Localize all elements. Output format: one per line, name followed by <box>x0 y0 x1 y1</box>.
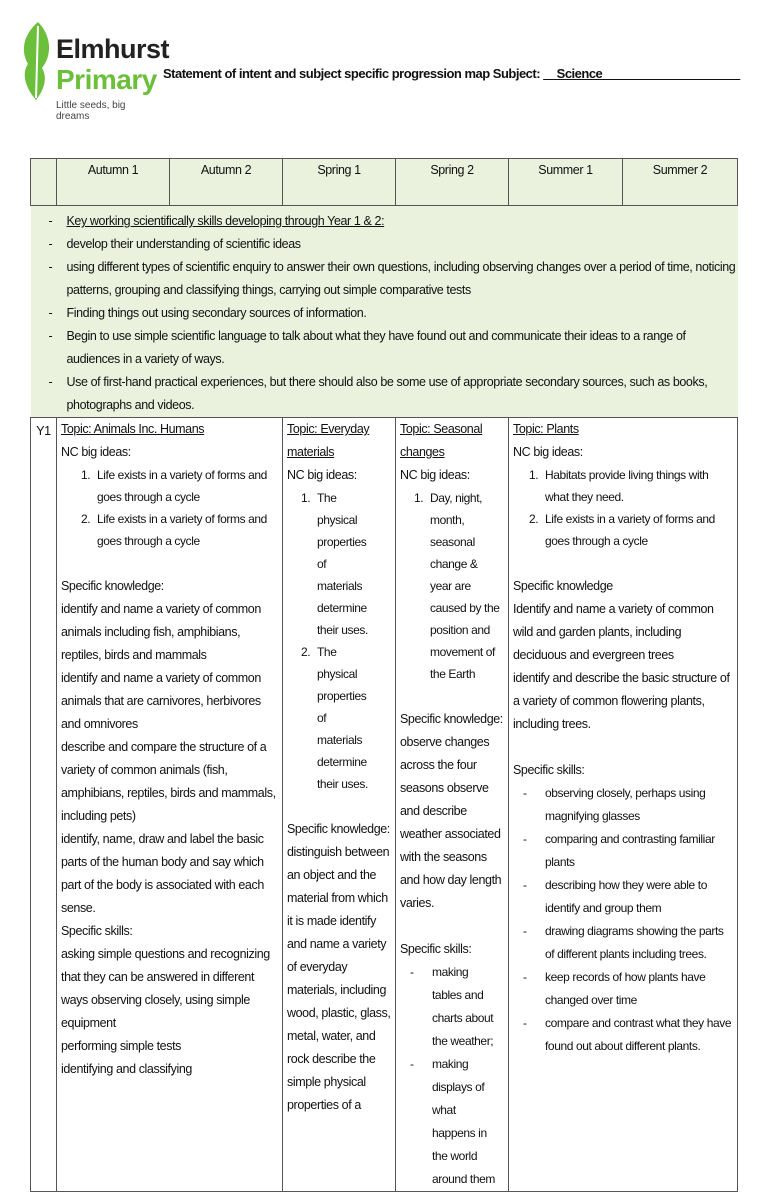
spring2-skills-list <box>400 961 500 1191</box>
term-header-row <box>31 159 738 206</box>
spring2-ideas-label: NC big ideas: <box>400 468 470 482</box>
year-1-row <box>31 418 738 1192</box>
working-scientifically-row <box>31 206 738 418</box>
big-idea: 2. Life exists in a variety of forms and goes through a cycle <box>81 512 267 548</box>
summer-skills-label: Specific skills: <box>513 763 585 777</box>
skill-item: - observing closely, perhaps using magnifying glasses <box>523 782 733 828</box>
knowledge-item: Identify and name a variety of common wild and garden plants, including deciduous and evergreen trees <box>513 602 714 662</box>
y1-autumn-cell <box>57 418 283 1192</box>
col-spring-1: Spring 1 <box>283 159 396 206</box>
spring1-ideas-label: NC big ideas: <box>287 468 357 482</box>
knowledge-item: identify and name a variety of common animals including fish, amphibians, reptiles, birds and mammals <box>61 602 261 662</box>
autumn-knowledge-label: Specific knowledge: <box>61 579 164 593</box>
spring2-knowledge-label: Specific knowledge: <box>400 712 503 726</box>
big-idea: 1. Life exists in a variety of forms and goes through a cycle <box>81 468 267 504</box>
spring2-ideas-list <box>400 487 502 685</box>
skill-item: performing simple tests <box>61 1039 182 1053</box>
spring2-topic: Topic: Seasonal changes <box>400 422 483 459</box>
summer-topic: Topic: Plants <box>513 422 579 436</box>
intro-item: - using different types of scientific enquiry to answer their own questions, including observing changes over a period of time, noticing patterns, grouping and classifying things, carrying out simple comparative tests <box>67 256 738 302</box>
skill-item: asking simple questions and recognizing that they can be answered in different ways observing closely, using simple equipment <box>61 947 270 1030</box>
page-title <box>163 66 740 81</box>
autumn-ideas-label: NC big ideas: <box>61 445 131 459</box>
big-idea: 1. Day, night, month, seasonal change & year are caused by the position and movement of the Earth <box>414 491 500 681</box>
col-autumn-1: Autumn 1 <box>57 159 170 206</box>
title-prefix: Statement of intent and subject specific progression map Subject: <box>163 66 544 81</box>
knowledge-item: identify, name, draw and label the basic parts of the human body and say which part of the body is associated with each sense. <box>61 832 264 915</box>
corner-cell <box>31 159 57 206</box>
knowledge-item: describe and compare the structure of a variety of common animals (fish, amphibians, reptiles, birds and mammals, including pets) <box>61 740 276 823</box>
year-label: Y1 <box>31 418 57 1192</box>
logo-tagline: Little seeds, big dreams <box>56 100 126 122</box>
spring1-ideas-list <box>287 487 373 795</box>
summer-ideas-list <box>513 464 733 552</box>
autumn-ideas-list <box>65 464 281 552</box>
skill-item: - describing how they were able to identify and group them <box>523 874 733 920</box>
y1-spring-2-cell <box>396 418 509 1192</box>
col-spring-2: Spring 2 <box>396 159 509 206</box>
skill-item: - compare and contrast what they have found out about different plants. <box>523 1012 733 1058</box>
spring1-knowledge-text: distinguish between an object and the material from which it is made identify and name a variety of everyday materials, including wood, plastic, glass, metal, water, and rock describe the simple physical properties of a <box>287 845 391 1112</box>
skill-item: - making displays of what happens in the world around them <box>410 1053 500 1191</box>
progression-map-table <box>30 158 738 1192</box>
y1-summer-cell <box>509 418 738 1192</box>
working-scientifically-list <box>31 206 738 417</box>
knowledge-item: identify and describe the basic structure of a variety of common flowering plants, including trees. <box>513 671 730 731</box>
leaf-logo-icon <box>18 20 56 102</box>
intro-item: - Finding things out using secondary sources of information. <box>67 302 738 325</box>
big-idea: 1. Habitats provide living things with what they need. <box>529 468 709 504</box>
logo-name-line2: Primary <box>56 64 157 95</box>
spring1-knowledge-label: Specific knowledge: <box>287 822 390 836</box>
intro-item: - Use of first-hand practical experiences, but there should also be some use of appropriate secondary sources, such as books, photographs and videos. <box>67 371 738 417</box>
intro-item: - develop their understanding of scientific ideas <box>67 233 738 256</box>
autumn-skills-label: Specific skills: <box>61 924 133 938</box>
summer-ideas-label: NC big ideas: <box>513 445 583 459</box>
intro-heading: - Key working scientifically skills developing through Year 1 & 2: <box>67 210 738 233</box>
skill-item: - comparing and contrasting familiar plants <box>523 828 733 874</box>
school-logo <box>18 16 170 122</box>
skill-item: - drawing diagrams showing the parts of different plants including trees. <box>523 920 733 966</box>
col-autumn-2: Autumn 2 <box>170 159 283 206</box>
y1-spring-1-cell <box>283 418 396 1192</box>
title-subject: __Science ____________________ <box>543 66 741 81</box>
logo-name-line1: Elmhurst <box>56 34 170 64</box>
skill-item: - making tables and charts about the weather; <box>410 961 500 1053</box>
spring2-skills-label: Specific skills: <box>400 942 472 956</box>
autumn-topic: Topic: Animals Inc. Humans <box>61 422 205 436</box>
summer-knowledge-label: Specific knowledge <box>513 579 613 593</box>
col-summer-1: Summer 1 <box>509 159 623 206</box>
big-idea: 2. Life exists in a variety of forms and goes through a cycle <box>529 512 715 548</box>
spring2-knowledge-text: observe changes across the four seasons observe and describe weather associated with the seasons and how day length varies. <box>400 735 502 910</box>
skill-item: identifying and classifying <box>61 1062 192 1076</box>
summer-skills-list <box>513 782 733 1058</box>
spring1-topic-b: materials <box>287 445 335 459</box>
intro-item: - Begin to use simple scientific language to talk about what they have found out and communicate their ideas to a range of audiences in a variety of ways. <box>67 325 738 371</box>
big-idea: 2. The physical properties of materials determine their uses. <box>301 645 368 791</box>
big-idea: 1. The physical properties of materials determine their uses. <box>301 491 368 637</box>
col-summer-2: Summer 2 <box>623 159 738 206</box>
skill-item: - keep records of how plants have changed over time <box>523 966 733 1012</box>
spring1-topic-a: Topic: Everyday <box>287 422 370 436</box>
knowledge-item: identify and name a variety of common animals that are carnivores, herbivores and omnivores <box>61 671 261 731</box>
